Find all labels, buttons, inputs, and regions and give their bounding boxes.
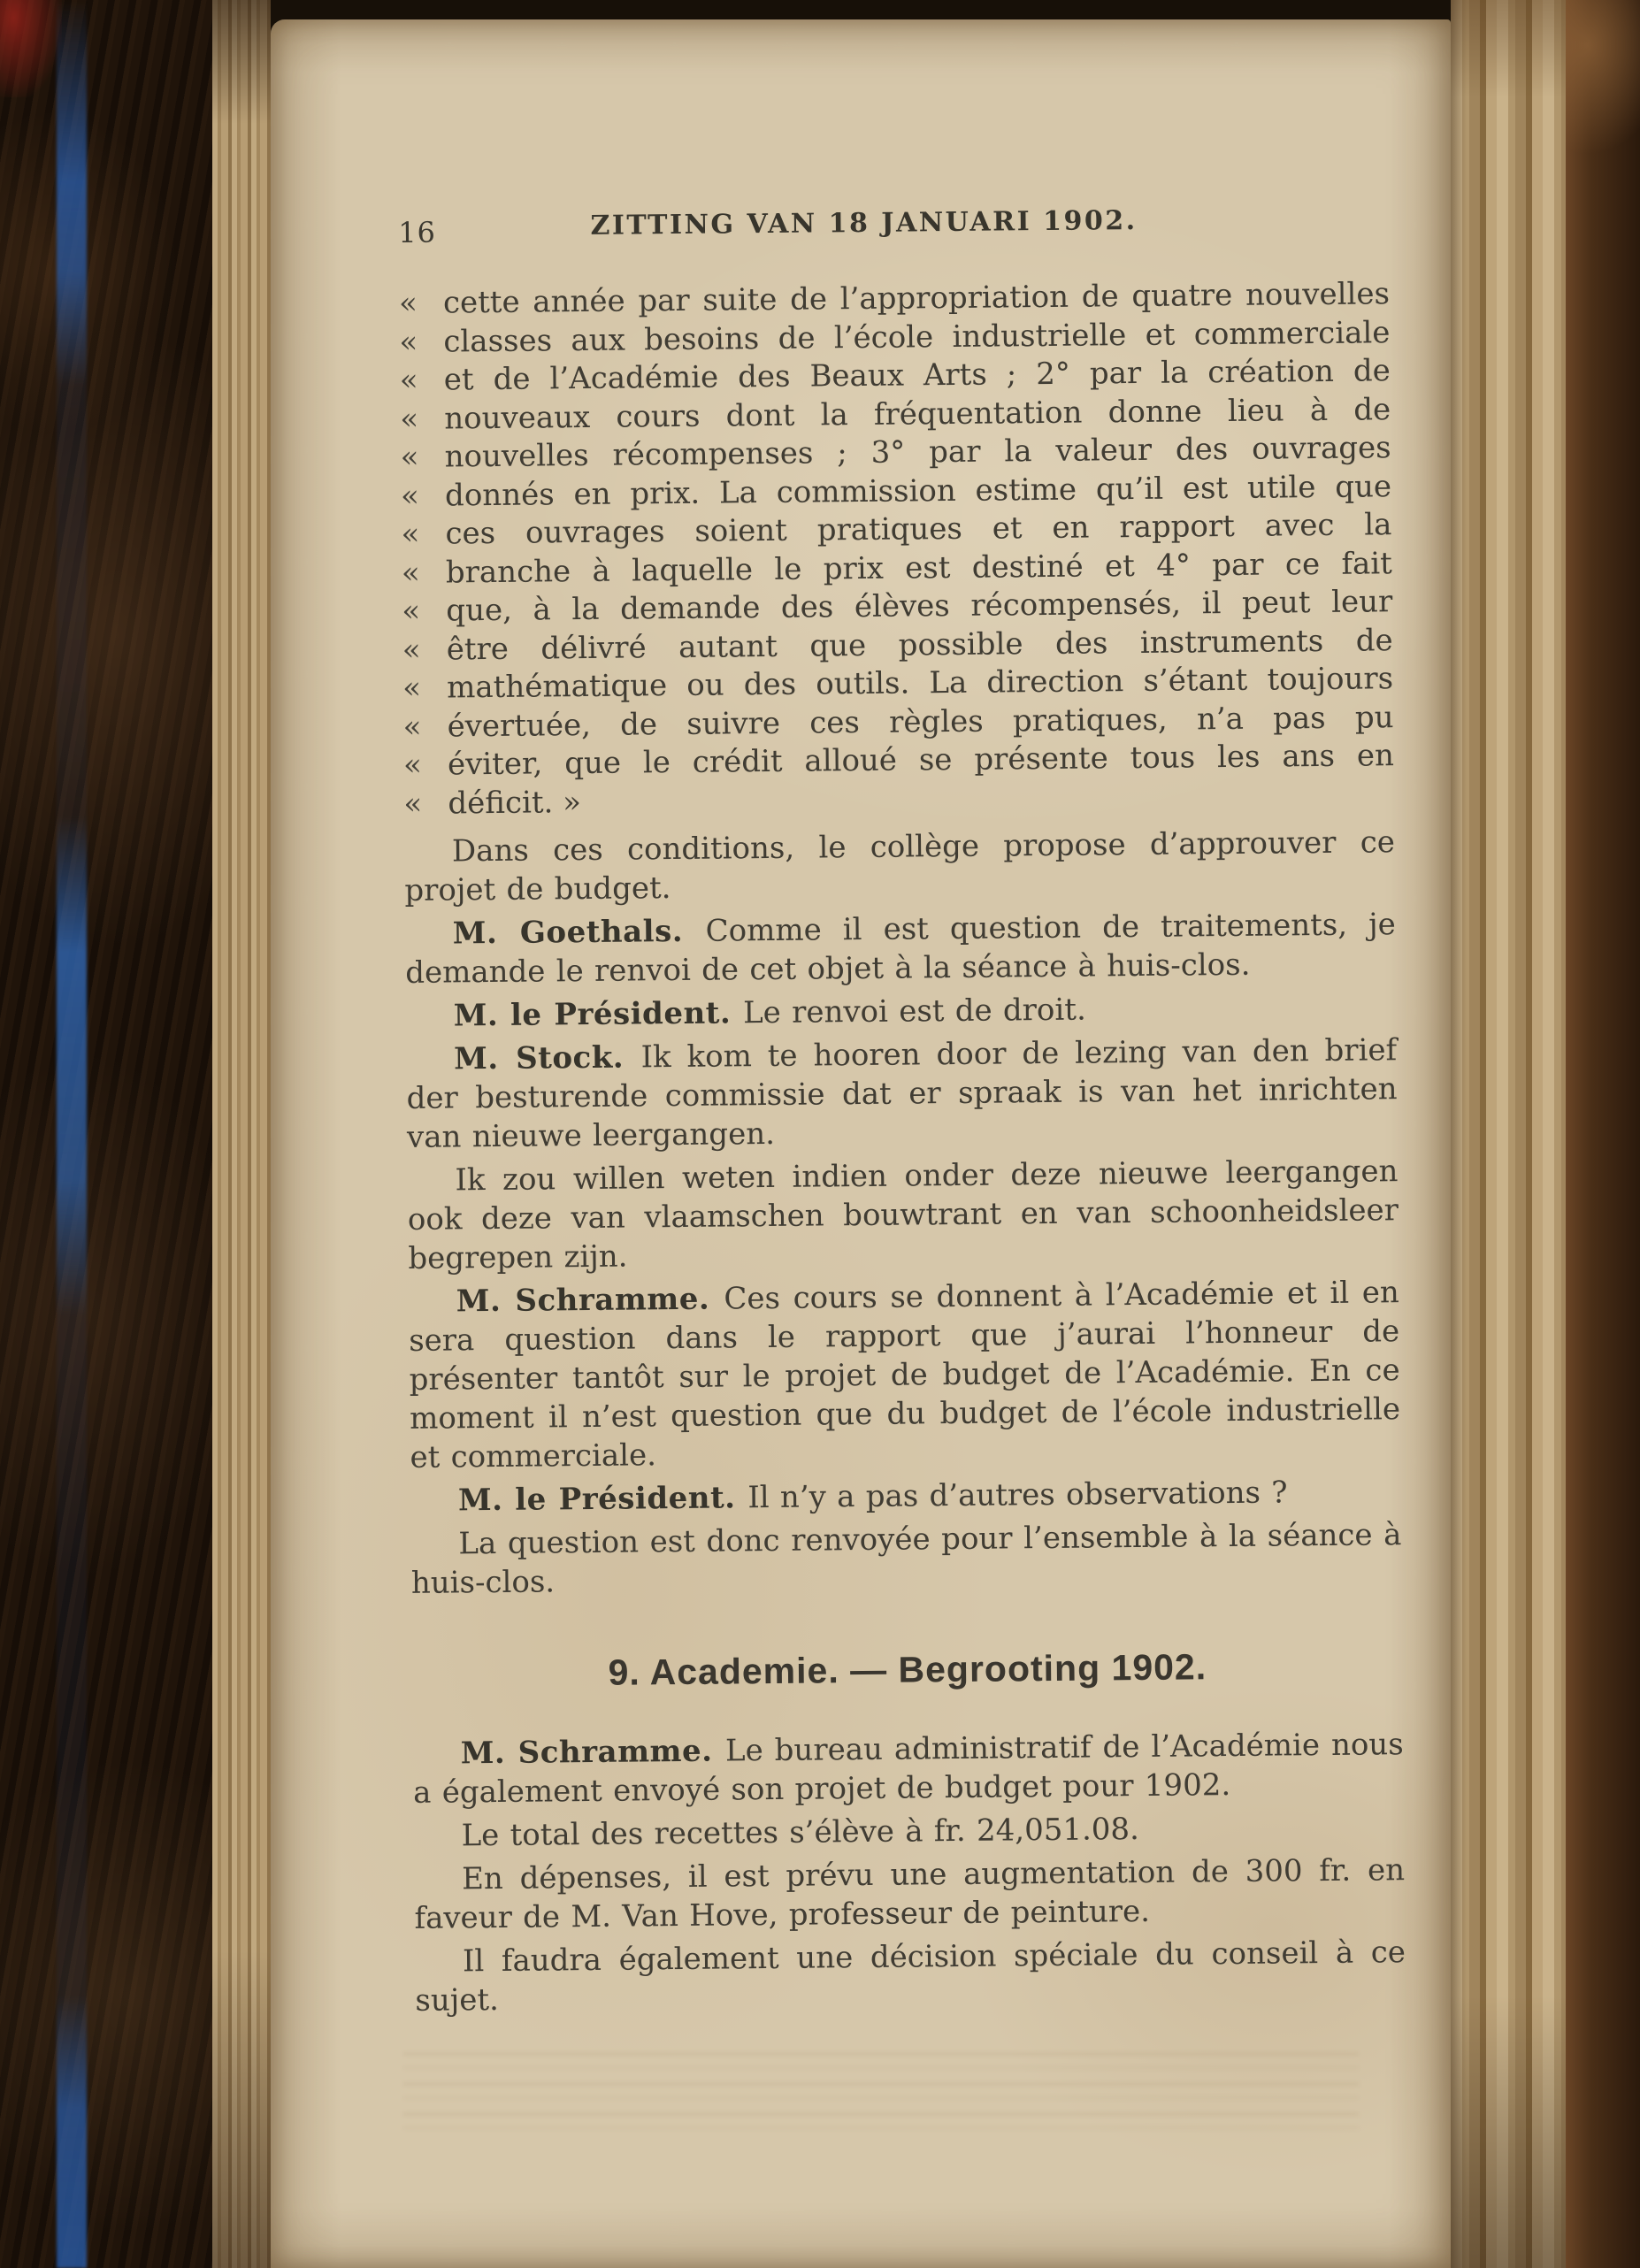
quote-mark: « bbox=[398, 285, 418, 321]
book-page bbox=[271, 19, 1451, 2268]
quote-line-text: nouveaux cours dont la fréquentation donne lieu à de bbox=[444, 391, 1391, 437]
speaker-name: M. Schramme. bbox=[456, 1281, 724, 1320]
paragraph-text: Le total des recettes s’élève à fr. 24,051.08. bbox=[461, 1812, 1140, 1854]
page-number: 16 bbox=[398, 215, 437, 249]
section-paragraphs bbox=[413, 1725, 1406, 2020]
paragraph-text: La question est donc renvoyée pour l’ensemble à la séance à huis-clos. bbox=[410, 1517, 1402, 1601]
paragraph-text: Le bureau administratif de l’Académie nous a également envoyé son projet de budget pour 1902. bbox=[412, 1727, 1404, 1811]
quote-mark: « bbox=[403, 785, 423, 822]
quote-mark: « bbox=[402, 593, 421, 629]
quote-line-text: et de l’Académie des Beaux Arts ; 2° par la création de bbox=[443, 353, 1391, 398]
book-cover-left bbox=[0, 0, 212, 2268]
speech-paragraph bbox=[407, 1152, 1399, 1278]
book-cover-right bbox=[1566, 0, 1640, 2268]
paragraph-text: Ces cours se donnent à l’Académie et il en sera question dans le rapport que j’aurai l’honneur de présenter tantôt sur le projet de budget de l’Académie. En ce moment il n’est question que du budget de l’école industrielle et commerciale. bbox=[409, 1275, 1401, 1475]
speech-paragraph bbox=[406, 987, 1397, 1036]
quote-mark: « bbox=[402, 747, 423, 783]
verso-show-through bbox=[403, 2052, 1359, 2141]
paragraph-text: Il n’y a pas d’autres observations ? bbox=[747, 1475, 1288, 1516]
paragraph-text: Comme il est question de traitements, je demande le renvoi de cet objet à la séance à huis-clos. bbox=[405, 907, 1396, 991]
quote-line-text: donnés en prix. La commission estime qu’il est utile que bbox=[444, 468, 1392, 514]
quote-mark: « bbox=[399, 362, 418, 398]
speaker-name: M. Goethals. bbox=[452, 913, 706, 952]
speech-paragraph bbox=[409, 1273, 1401, 1477]
section-heading: 9. Academie. — Begrooting 1902. bbox=[608, 1646, 1207, 1693]
quote-mark: « bbox=[399, 324, 418, 360]
speech-paragraphs bbox=[404, 823, 1402, 1603]
quote-mark: « bbox=[402, 709, 422, 745]
paragraph-text: Le renvoi est de droit. bbox=[742, 992, 1086, 1031]
paragraph-text: Ik zou willen weten indien onder deze nieuwe leergangen ook deze van vlaamschen bouwtrant en van schoonheidsleer begrepen zijn. bbox=[407, 1153, 1399, 1276]
quote-mark: « bbox=[400, 439, 419, 475]
paragraph-text: Ik kom te hooren door de lezing van den brief der besturende commissie dat er spraak is van het inrichten van nieuwe leergangen. bbox=[406, 1032, 1398, 1155]
quote-mark: « bbox=[401, 516, 420, 552]
paragraph-text: En dépenses, il est prévu une augmentation de 300 fr. en faveur de M. Van Hove, professeur de peinture. bbox=[414, 1852, 1406, 1936]
quote-line-text: éviter, que le crédit alloué se présente tous les ans en bbox=[447, 738, 1395, 783]
page-header bbox=[398, 203, 1389, 249]
speaker-name: M. Schramme. bbox=[460, 1733, 726, 1772]
paragraph-text: Dans ces conditions, le collège propose d’approuver ce projet de budget. bbox=[404, 824, 1396, 908]
quote-mark: « bbox=[400, 478, 420, 514]
quote-mark: « bbox=[402, 632, 421, 668]
cover-blue-marble-stripe bbox=[57, 0, 87, 2268]
quote-mark: « bbox=[402, 670, 422, 706]
speech-paragraph bbox=[415, 1933, 1406, 2020]
speaker-name: M. le Président. bbox=[453, 995, 744, 1034]
quote-line-text: cette année par suite de l’appropriation de quatre nouvelles bbox=[442, 276, 1391, 321]
speech-paragraph bbox=[410, 1515, 1402, 1603]
page-content bbox=[398, 203, 1406, 2020]
quote-line-text: branche à laquelle le prix est destiné et 4° par ce fait bbox=[445, 545, 1393, 591]
paragraph-text: Il faudra également une décision spéciale du conseil à ce sujet. bbox=[415, 1935, 1406, 2019]
quote-mark: « bbox=[401, 555, 420, 591]
speech-paragraph bbox=[413, 1807, 1404, 1856]
quote-line-text: déficit. » bbox=[448, 784, 582, 821]
speaker-name: M. Stock. bbox=[454, 1039, 641, 1077]
speech-paragraph bbox=[413, 1725, 1405, 1812]
running-title: ZITTING VAN 18 JANUARI 1902. bbox=[590, 204, 1138, 241]
quote-line-text: être délivré autant que possible des instruments de bbox=[446, 622, 1393, 667]
speech-paragraph bbox=[405, 905, 1397, 992]
speech-paragraph bbox=[410, 1472, 1401, 1521]
cover-corner-red-marble bbox=[0, 0, 62, 97]
quote-mark: « bbox=[400, 401, 419, 437]
quote-line-text: ces ouvrages soient pratiques et en rapport avec la bbox=[445, 507, 1392, 552]
quote-line-text: que, à la demande des élèves récompensés, il peut leur bbox=[446, 584, 1393, 629]
quote-line-text: nouvelles récompenses ; 3° par la valeur des ouvrages bbox=[444, 430, 1391, 475]
speech-paragraph bbox=[414, 1850, 1406, 1938]
quote-block bbox=[399, 275, 1395, 824]
quote-line-text: évertuée, de suivre ces règles pratiques, n’a pas pu bbox=[447, 699, 1394, 744]
speech-paragraph bbox=[404, 823, 1396, 910]
speech-paragraph bbox=[406, 1031, 1398, 1157]
speaker-name: M. le Président. bbox=[457, 1480, 748, 1519]
quote-line-text: classes aux besoins de l’école industrielle et commerciale bbox=[443, 314, 1391, 360]
quote-line-text: mathématique ou des outils. La direction s’étant toujours bbox=[446, 661, 1394, 706]
page-stack-left-edge bbox=[212, 0, 271, 2268]
page-stack-right-edge bbox=[1451, 0, 1566, 2268]
